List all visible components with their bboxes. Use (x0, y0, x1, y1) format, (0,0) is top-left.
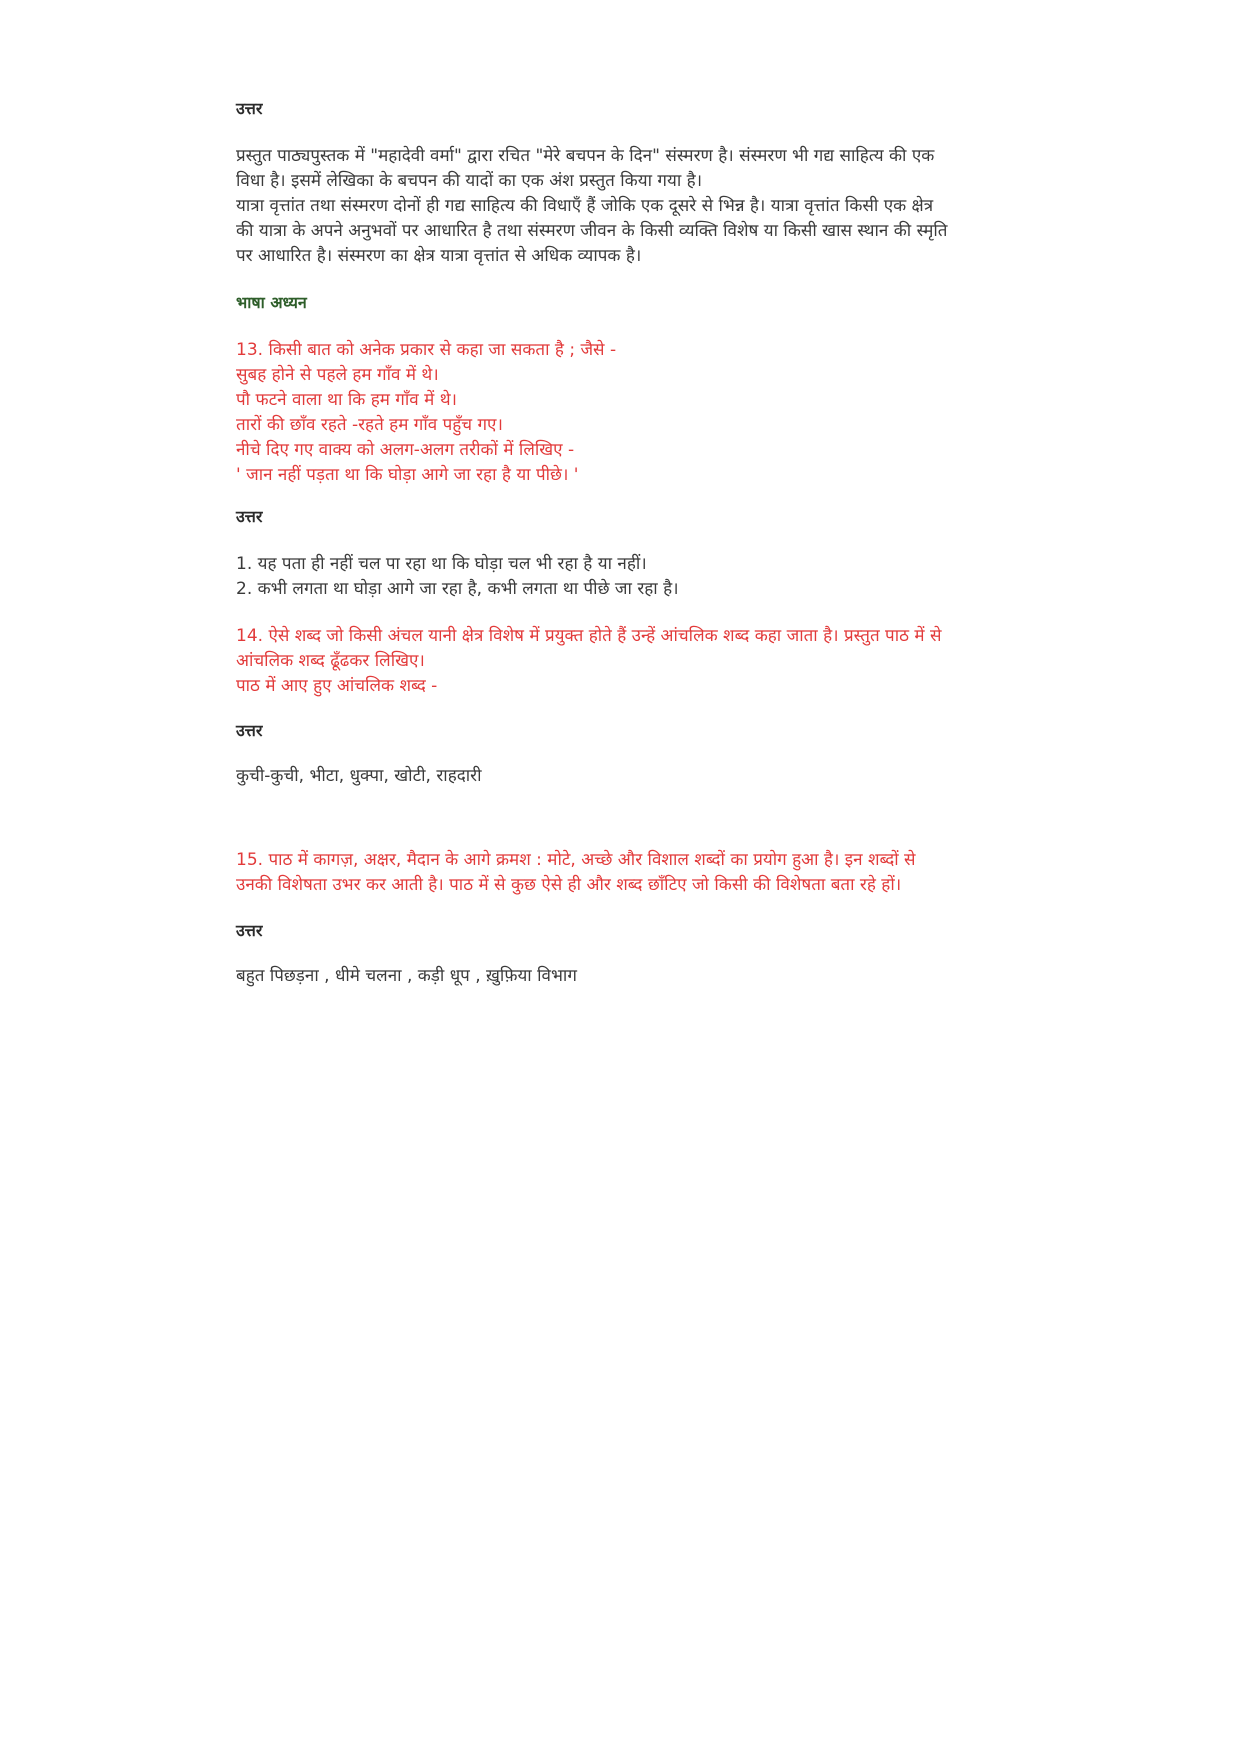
question-14 (236, 624, 1016, 699)
answer-line: कुची-कुची, भीटा, धुक्पा, खोटी, राहदारी (236, 766, 482, 786)
question-15 (236, 848, 1016, 898)
question-line: 15. पाठ में कागज़, अक्षर, मैदान के आगे क्रमश : मोटे, अच्छे और विशाल शब्दों का प्रयोग हुआ है। इन शब्दों से (236, 850, 916, 870)
question-line: पाठ में आए हुए आंचलिक शब्द - (236, 676, 438, 696)
answer-label: उत्तर (236, 721, 263, 740)
question-13 (236, 338, 1016, 488)
question-line: पौ फटने वाला था कि हम गाँव में थे। (236, 390, 457, 410)
question-line: 14. ऐसे शब्द जो किसी अंचल यानी क्षेत्र विशेष में प्रयुक्त होते हैं उन्हें आंचलिक शब्द कहा जाता है। प्रस्तुत पाठ में से (236, 626, 942, 646)
answer-line: 2. कभी लगता था घोड़ा आगे जा रहा है, कभी लगता था पीछे जा रहा है। (236, 579, 679, 599)
answer-13 (236, 552, 1016, 602)
paragraph-line: प्रस्तुत पाठ्यपुस्तक में "महादेवी वर्मा" द्वारा रचित "मेरे बचपन के दिन" संस्मरण है। संस्मरण भी गद्य साहित्य की एक (236, 146, 935, 166)
answer-label: उत्तर (236, 507, 263, 526)
question-line: सुबह होने से पहले हम गाँव में थे। (236, 365, 439, 385)
answer-label: उत्तर (236, 921, 263, 940)
question-line: ' जान नहीं पड़ता था कि घोड़ा आगे जा रहा है या पीछे। ' (236, 465, 579, 485)
question-line: तारों की छाँव रहते -रहते हम गाँव पहुँच गए। (236, 415, 503, 435)
question-line: नीचे दिए गए वाक्य को अलग-अलग तरीकों में लिखिए - (236, 440, 575, 460)
intro-answer-paragraph (236, 144, 1016, 269)
question-line: 13. किसी बात को अनेक प्रकार से कहा जा सकता है ; जैसे - (236, 340, 617, 360)
question-line: उनकी विशेषता उभर कर आती है। पाठ में से कुछ ऐसे ही और शब्द छाँटिए जो किसी की विशेषता बता रहे हों। (236, 875, 902, 895)
answer-label: उत्तर (236, 99, 263, 118)
answer-line: 1. यह पता ही नहीं चल पा रहा था कि घोड़ा चल भी रहा है या नहीं। (236, 554, 647, 574)
paragraph-line: की यात्रा के अपने अनुभवों पर आधारित है तथा संस्मरण जीवन के किसी व्यक्ति विशेष या किसी खास स्थान की स्मृति (236, 221, 948, 241)
question-line: आंचलिक शब्द ढूँढकर लिखिए। (236, 651, 425, 671)
answer-14 (236, 764, 1016, 789)
answer-line: बहुत पिछड़ना , धीमे चलना , कड़ी धूप , ख़ुफ़िया विभाग (236, 966, 577, 986)
paragraph-line: पर आधारित है। संस्मरण का क्षेत्र यात्रा वृत्तांत से अधिक व्यापक है। (236, 246, 642, 266)
answer-15 (236, 964, 1016, 989)
paragraph-line: विधा है। इसमें लेखिका के बचपन की यादों का एक अंश प्रस्तुत किया गया है। (236, 171, 703, 191)
paragraph-line: यात्रा वृत्तांत तथा संस्मरण दोनों ही गद्य साहित्य की विधाएँ हैं जोकि एक दूसरे से भिन्न है। यात्रा वृत्तांत किसी एक क्षेत्र (236, 196, 934, 216)
section-heading: भाषा अध्यन (236, 293, 307, 312)
